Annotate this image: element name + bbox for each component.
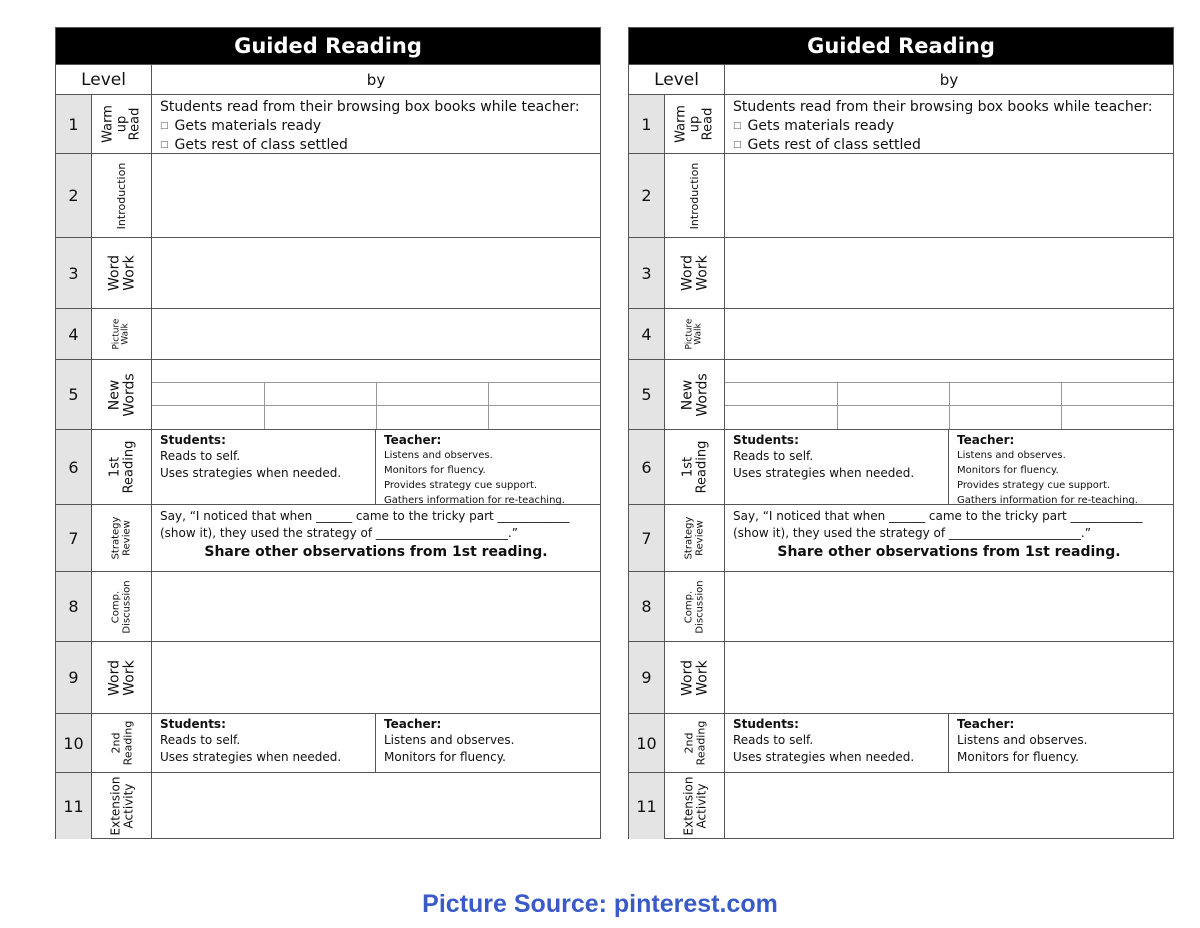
step-label-cell xyxy=(665,642,725,713)
step-number: 3 xyxy=(56,238,92,308)
step-content[interactable] xyxy=(725,714,1173,772)
warmup-lead: Students read from their browsing box books while teacher: xyxy=(733,99,1153,115)
teacher-line: Provides strategy cue support. xyxy=(957,480,1111,491)
step-row-2 xyxy=(56,154,600,238)
step-content[interactable] xyxy=(725,95,1173,153)
step-row-3 xyxy=(629,238,1173,309)
teacher-column xyxy=(949,430,1173,504)
step-row-1 xyxy=(56,95,600,154)
step-row-10 xyxy=(629,714,1173,773)
teacher-line: Monitors for fluency. xyxy=(384,750,506,764)
teacher-line: Gathers information for re-teaching. xyxy=(384,495,565,506)
row-label: 1st Reading xyxy=(106,440,136,494)
teacher-heading: Teacher: xyxy=(384,433,442,447)
step-content[interactable] xyxy=(152,572,600,641)
row-label: Warm up Read xyxy=(673,105,716,143)
step-number: 4 xyxy=(629,309,665,359)
warmup-lead: Students read from their browsing box books while teacher: xyxy=(160,99,580,115)
step-content[interactable] xyxy=(152,430,600,504)
teacher-line: Monitors for fluency. xyxy=(957,465,1059,476)
step-label-cell xyxy=(92,505,152,571)
row-label: Word Work xyxy=(678,255,710,291)
step-label-cell xyxy=(665,95,725,153)
step-row-6 xyxy=(56,430,600,505)
step-label-cell xyxy=(665,309,725,359)
step-row-6 xyxy=(629,430,1173,505)
teacher-line: Monitors for fluency. xyxy=(384,465,486,476)
step-content[interactable] xyxy=(725,505,1173,571)
step-number: 1 xyxy=(629,95,665,153)
step-number: 6 xyxy=(629,430,665,504)
row-label: Extension Activity xyxy=(107,776,135,836)
level-by-row xyxy=(629,65,1173,95)
warmup-checklist-item: □ Gets materials ready xyxy=(733,117,1165,136)
step-number: 2 xyxy=(56,154,92,237)
step-row-4 xyxy=(56,309,600,360)
step-label-cell xyxy=(92,572,152,641)
students-line: Reads to self. xyxy=(733,449,814,463)
step-content[interactable] xyxy=(152,505,600,571)
students-heading: Students: xyxy=(733,717,799,731)
teacher-heading: Teacher: xyxy=(384,717,442,731)
row-label: Warm up Read xyxy=(100,105,143,143)
step-row-11 xyxy=(629,773,1173,839)
teacher-heading: Teacher: xyxy=(957,433,1015,447)
step-row-5 xyxy=(56,360,600,430)
teacher-line: Listens and observes. xyxy=(384,733,515,747)
step-label-cell xyxy=(92,773,152,839)
new-words-grid xyxy=(725,382,1173,429)
step-number: 2 xyxy=(629,154,665,237)
students-heading: Students: xyxy=(160,717,226,731)
students-line: Reads to self. xyxy=(160,449,241,463)
step-label-cell xyxy=(92,309,152,359)
row-label: Introduction xyxy=(687,162,701,229)
row-label: Strategy Review xyxy=(110,516,132,560)
step-content[interactable] xyxy=(152,360,600,429)
strategy-instruction: Share other observations from 1st reading. xyxy=(777,544,1121,560)
step-label-cell xyxy=(665,430,725,504)
step-content[interactable] xyxy=(725,360,1173,429)
teacher-line: Listens and observes. xyxy=(384,450,493,461)
step-number: 1 xyxy=(56,95,92,153)
students-line: Uses strategies when needed. xyxy=(733,750,915,764)
level-by-row xyxy=(56,65,600,95)
warmup-checklist-item: □ Gets materials ready xyxy=(160,117,592,136)
step-number: 4 xyxy=(56,309,92,359)
students-line: Uses strategies when needed. xyxy=(160,466,342,480)
row-label: Comp. Discussion xyxy=(110,579,132,634)
step-number: 7 xyxy=(629,505,665,571)
sheet-title: Guided Reading xyxy=(56,28,600,65)
students-heading: Students: xyxy=(733,433,799,447)
step-content[interactable] xyxy=(725,430,1173,504)
warmup-checklist-item: □ Gets rest of class settled xyxy=(733,136,1165,155)
step-number: 8 xyxy=(56,572,92,641)
step-content[interactable] xyxy=(152,238,600,308)
step-row-7 xyxy=(629,505,1173,572)
teacher-line: Gathers information for re-teaching. xyxy=(957,495,1138,506)
level-label: Level xyxy=(629,65,725,94)
step-content[interactable] xyxy=(725,309,1173,359)
teacher-line: Listens and observes. xyxy=(957,450,1066,461)
teacher-column xyxy=(376,430,600,504)
step-label-cell xyxy=(665,773,725,839)
strategy-prompt: Say, “I noticed that when ______ came to the tricky part ____________ (show it), they used the strategy of ______________________.” Share other observations from 1st reading. xyxy=(152,505,600,564)
step-content[interactable] xyxy=(725,773,1173,839)
step-content[interactable] xyxy=(152,714,600,772)
step-number: 3 xyxy=(629,238,665,308)
step-content[interactable] xyxy=(725,238,1173,308)
step-row-4 xyxy=(629,309,1173,360)
step-row-7 xyxy=(56,505,600,572)
step-content[interactable] xyxy=(725,642,1173,713)
step-number: 8 xyxy=(629,572,665,641)
step-number: 10 xyxy=(56,714,92,772)
row-label: Word Work xyxy=(678,659,710,696)
step-content[interactable] xyxy=(725,154,1173,237)
step-label-cell xyxy=(665,360,725,429)
step-content[interactable] xyxy=(152,95,600,153)
step-row-9 xyxy=(56,642,600,714)
teacher-heading: Teacher: xyxy=(957,717,1015,731)
strategy-instruction: Share other observations from 1st reading. xyxy=(204,544,548,560)
step-number: 11 xyxy=(56,773,92,839)
row-label: New Words xyxy=(678,372,710,417)
step-row-5 xyxy=(629,360,1173,430)
step-label-cell xyxy=(665,572,725,641)
teacher-column xyxy=(949,714,1173,772)
row-label: Extension Activity xyxy=(680,776,708,836)
warmup-checklist-item: □ Gets rest of class settled xyxy=(160,136,592,155)
step-label-cell xyxy=(92,360,152,429)
step-label-cell xyxy=(665,238,725,308)
step-label-cell xyxy=(92,714,152,772)
teacher-column xyxy=(376,714,600,772)
students-line: Reads to self. xyxy=(733,733,814,747)
by-label: by xyxy=(366,70,386,89)
strategy-prompt: Say, “I noticed that when ______ came to the tricky part ____________ (show it), they used the strategy of ______________________.” Share other observations from 1st reading. xyxy=(725,505,1173,564)
step-label-cell xyxy=(92,95,152,153)
step-label-cell xyxy=(92,642,152,713)
sheet-title: Guided Reading xyxy=(629,28,1173,65)
step-row-9 xyxy=(629,642,1173,714)
step-number: 5 xyxy=(56,360,92,429)
by-label: by xyxy=(939,70,959,89)
step-row-8 xyxy=(629,572,1173,642)
step-label-cell xyxy=(92,154,152,237)
row-label: Word Work xyxy=(105,255,137,291)
step-number: 9 xyxy=(56,642,92,713)
row-label: Comp. Discussion xyxy=(683,579,705,634)
step-content[interactable] xyxy=(152,642,600,713)
guided-reading-sheet-right xyxy=(628,27,1174,839)
row-label: Strategy Review xyxy=(683,516,705,560)
students-heading: Students: xyxy=(160,433,226,447)
step-content[interactable] xyxy=(152,154,600,237)
row-label: 1st Reading xyxy=(679,440,709,494)
step-number: 11 xyxy=(629,773,665,839)
new-words-grid xyxy=(152,382,600,429)
teacher-line: Listens and observes. xyxy=(957,733,1088,747)
step-content[interactable] xyxy=(152,773,600,839)
row-label: Word Work xyxy=(105,659,137,696)
step-content[interactable] xyxy=(152,309,600,359)
step-label-cell xyxy=(92,238,152,308)
step-number: 9 xyxy=(629,642,665,713)
picture-source-caption: Picture Source: pinterest.com xyxy=(422,890,778,918)
step-label-cell xyxy=(665,714,725,772)
students-line: Uses strategies when needed. xyxy=(160,750,342,764)
students-column xyxy=(152,714,376,772)
row-label: 2nd Reading xyxy=(681,720,707,766)
step-row-10 xyxy=(56,714,600,773)
row-label: 2nd Reading xyxy=(108,720,134,766)
teacher-line: Provides strategy cue support. xyxy=(384,480,538,491)
teacher-line: Monitors for fluency. xyxy=(957,750,1079,764)
step-number: 6 xyxy=(56,430,92,504)
row-label: Picture Walk xyxy=(684,318,704,350)
row-label: Introduction xyxy=(114,162,128,229)
students-column xyxy=(725,430,949,504)
step-row-2 xyxy=(629,154,1173,238)
students-line: Uses strategies when needed. xyxy=(733,466,915,480)
step-label-cell xyxy=(665,505,725,571)
step-row-3 xyxy=(56,238,600,309)
step-label-cell xyxy=(92,430,152,504)
step-row-1 xyxy=(629,95,1173,154)
step-number: 5 xyxy=(629,360,665,429)
step-content[interactable] xyxy=(725,572,1173,641)
step-number: 7 xyxy=(56,505,92,571)
students-line: Reads to self. xyxy=(160,733,241,747)
students-column xyxy=(152,430,376,504)
step-row-8 xyxy=(56,572,600,642)
guided-reading-sheet-left xyxy=(55,27,601,839)
step-row-11 xyxy=(56,773,600,839)
level-label: Level xyxy=(56,65,152,94)
row-label: New Words xyxy=(105,372,137,417)
students-column xyxy=(725,714,949,772)
row-label: Picture Walk xyxy=(111,318,131,350)
step-number: 10 xyxy=(629,714,665,772)
step-label-cell xyxy=(665,154,725,237)
